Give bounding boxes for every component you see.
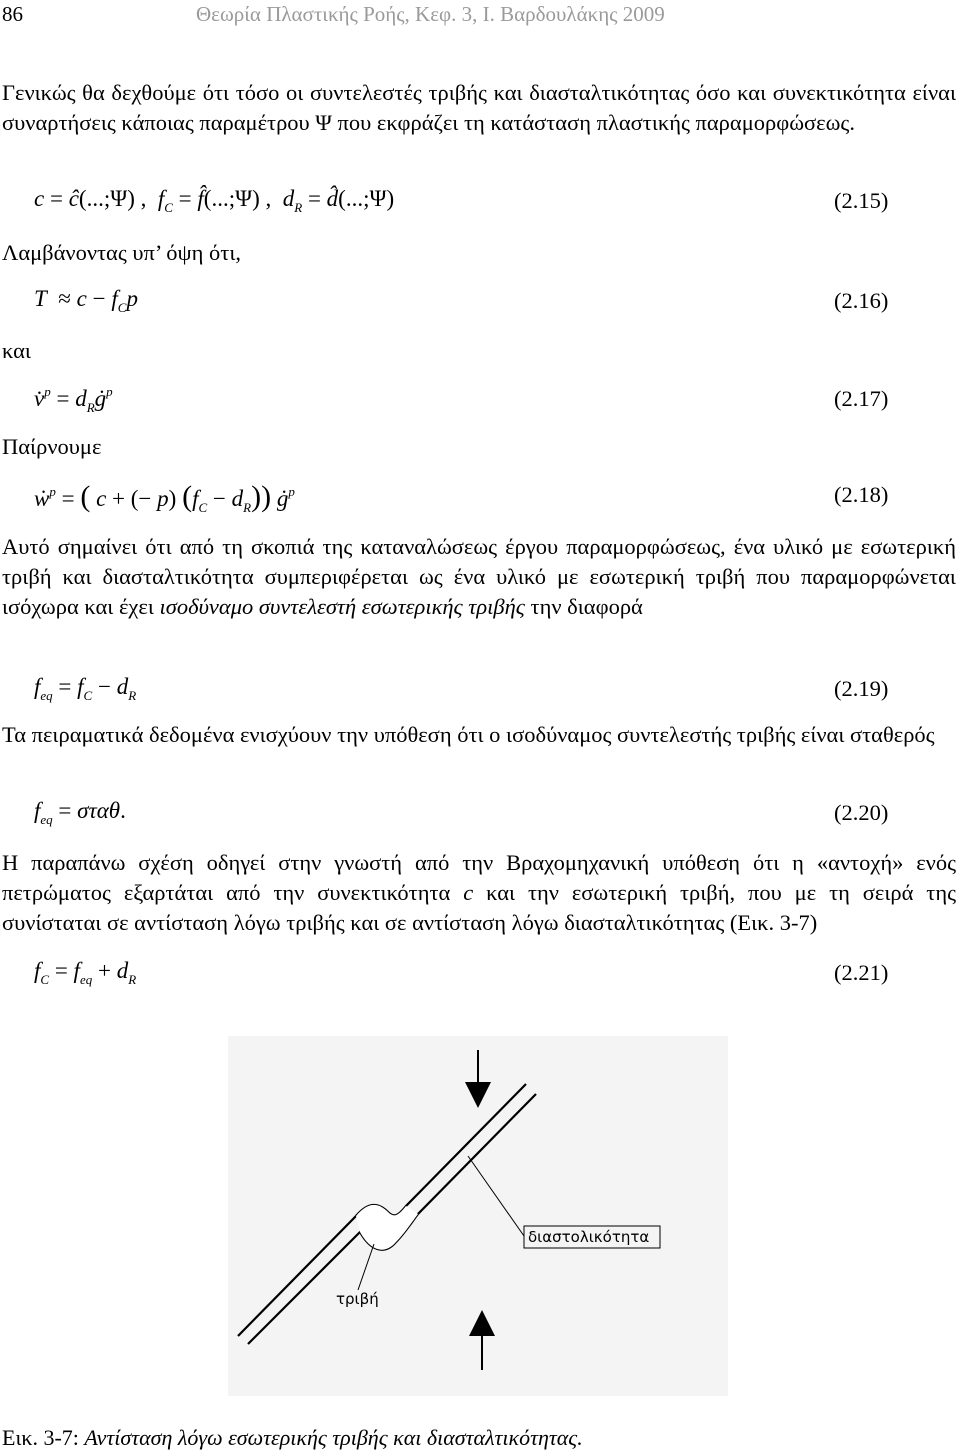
equation-number-2-15: (2.15) — [834, 188, 889, 213]
equation-number-2-19: (2.19) — [834, 676, 889, 701]
equation-number-2-17: (2.17) — [834, 386, 889, 411]
paragraph-constant: Τα πειραματικά δεδομένα ενισχύουν την υπόθεση ότι ο ισοδύναμος συντελεστής τριβής είναι σταθερός — [2, 722, 935, 747]
label-dilatancy: διαστολικότητα — [528, 1228, 650, 1246]
arrow-down-top — [465, 1050, 491, 1108]
text-line-and: και — [2, 338, 31, 363]
text-line-given: Λαμβάνοντας υπ’ όψη ότι, — [2, 240, 242, 265]
paragraph-equivalent-friction — [2, 532, 956, 622]
equation-number-2-21: (2.21) — [834, 960, 889, 985]
equation-number-2-16: (2.16) — [834, 288, 889, 313]
equation-2-20: $f_{eq} = \sigma\tau\alpha\theta$. — [34, 798, 126, 827]
equation-2-19: $f_{eq} = f_C - d_R$ — [34, 674, 137, 703]
equation-number-2-20: (2.20) — [834, 800, 889, 825]
figure-drawing — [228, 1036, 728, 1396]
leader-line-friction — [358, 1244, 374, 1290]
paragraph-text-b: και την εσωτερική τριβή, που με τη σειρά της συνίσταται σε αντίσταση λόγω τριβής και σε αντίσταση λόγω διασταλτικότητας (Εικ. 3-7) — [2, 880, 957, 935]
arrow-up-bottom — [469, 1310, 495, 1370]
paragraph-intro: Γενικώς θα δεχθούμε ότι τόσο οι συντελεστές τριβής και διασταλτικότητας όσο και συνεκτικότητα είναι συναρτήσεις κάποιας παραμέτρου Ψ που εκφράζει τη κατάσταση πλαστικής παραμορφώσεως. — [2, 80, 956, 135]
figure-3-7 — [228, 1036, 728, 1396]
equation-2-18: ẇ$^p$ = ( c + (− p) $(f_C - d_R)$) $ġ^p$ — [34, 480, 295, 515]
label-friction: τριβή — [336, 1290, 379, 1308]
figure-caption — [2, 1425, 583, 1451]
text-line-we-get: Παίρνουμε — [2, 434, 102, 459]
leader-line-dilatancy — [468, 1156, 524, 1236]
equation-2-21: $f_C = f_{eq} + d_R$ — [34, 958, 137, 987]
italic-term: ισοδύναμο συντελεστή εσωτερικής τριβής — [159, 594, 525, 619]
paragraph-text-a: Η παραπάνω σχέση οδηγεί στην γνωστή από την Βραχομηχανική υπόθεση ότι η «αντοχή» ενός πετρώματος εξαρτάται από την συνεκτικότητα — [2, 850, 956, 905]
equation-2-17: v̇$^p$ = $d_Rġ^p$ — [34, 384, 113, 415]
equation-2-16: $T \approx c - f_Cp$ — [34, 286, 138, 315]
equation-2-15: c = ĉ(...;Ψ) , $f_C$ = f̂(...;Ψ) , $d_R$ = d̂(...;Ψ) — [34, 186, 395, 215]
running-title: Θεωρία Πλαστικής Ροής, Κεφ. 3, Ι. Βαρδουλάκης 2009 — [196, 2, 665, 26]
paragraph-strength — [2, 848, 956, 938]
page-number: 86 — [2, 2, 23, 26]
paragraph-text-b: την διαφορά — [530, 594, 643, 619]
symbol-c: c — [463, 880, 474, 905]
caption-text: Αντίσταση λόγω εσωτερικής τριβής και διασταλτικότητας. — [84, 1425, 583, 1450]
equation-number-2-18: (2.18) — [834, 482, 889, 507]
paragraph-text-a: Αυτό σημαίνει ότι από τη σκοπιά της καταναλώσεως έργου παραμορφώσεως, ένα υλικό με εσωτερική τριβή και διασταλτικότητα συμπεριφέρεται ως ένα υλικό με εσωτερική τριβή που παραμορφώνεται ισόχωρα και έχει — [2, 534, 956, 619]
caption-prefix: Εικ. 3-7: — [2, 1425, 79, 1450]
